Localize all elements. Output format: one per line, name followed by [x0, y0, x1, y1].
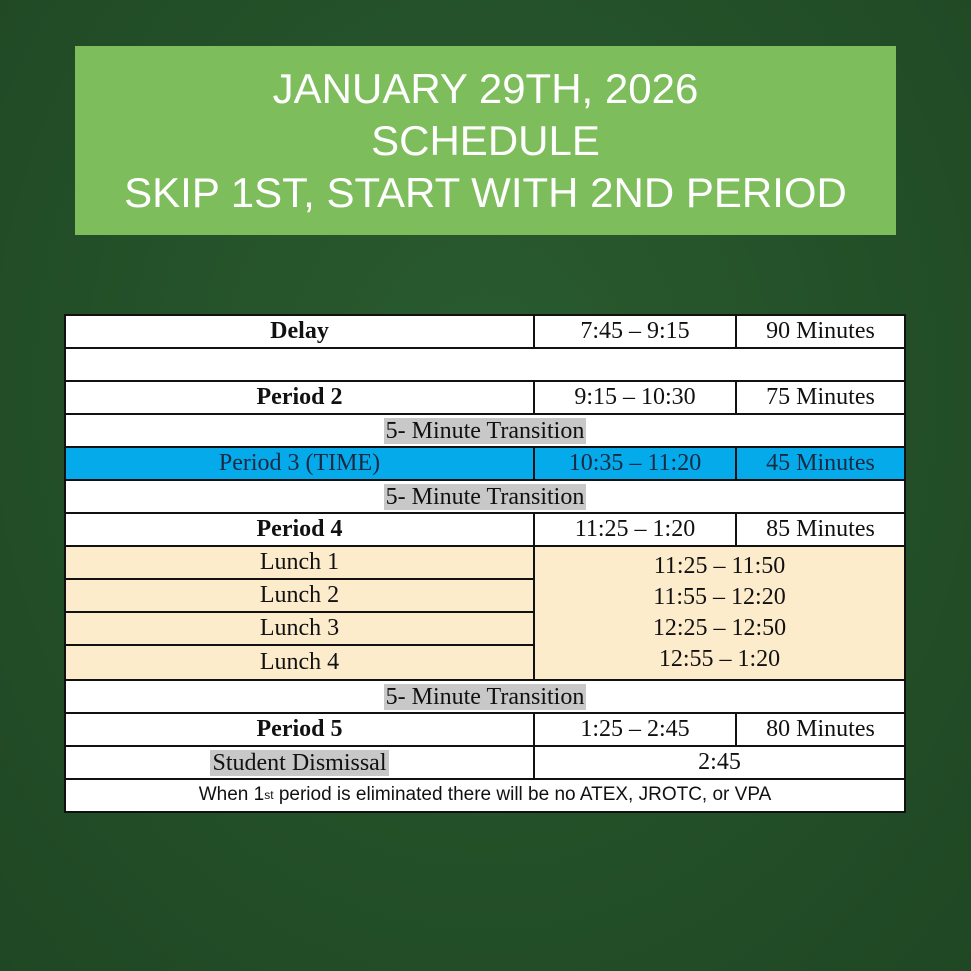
transition-cell	[66, 681, 904, 712]
row-period-4	[66, 514, 904, 547]
footnote-suffix: period is eliminated there will be no ATEX, JROTC, or VPA	[273, 784, 772, 805]
transition-cell	[66, 415, 904, 446]
schedule-table	[64, 314, 906, 813]
period2-label: Period 2	[66, 382, 535, 413]
period2-time: 9:15 – 10:30	[535, 382, 737, 413]
row-delay	[66, 316, 904, 349]
row-note	[66, 780, 904, 811]
transition-label: 5- Minute Transition	[385, 417, 585, 444]
lunch-block	[66, 547, 904, 681]
lunch-4-label: Lunch 4	[259, 649, 340, 675]
row-transition-2	[66, 481, 904, 514]
period5-time: 1:25 – 2:45	[535, 714, 737, 745]
title-banner	[75, 46, 896, 235]
row-blank	[66, 349, 904, 382]
delay-time: 7:45 – 9:15	[535, 316, 737, 347]
blank-cell	[66, 349, 904, 380]
period3-label: Period 3 (TIME)	[66, 448, 535, 479]
dismissal-label: Student Dismissal	[212, 749, 387, 776]
lunch-3-label: Lunch 3	[66, 613, 533, 646]
period4-label: Period 4	[66, 514, 535, 545]
lunch-times	[535, 547, 904, 679]
lunch-labels	[66, 547, 535, 679]
lunch-3-time: 12:25 – 12:50	[652, 615, 787, 641]
lunch-4-time: 12:55 – 1:20	[658, 646, 781, 672]
row-period-5	[66, 714, 904, 747]
period5-label: Period 5	[66, 714, 535, 745]
footnote-prefix: When 1	[198, 784, 265, 805]
title-subtitle: SKIP 1ST, START WITH 2ND PERIOD	[124, 168, 847, 216]
dismissal-cell	[66, 747, 535, 778]
lunch-2-time: 11:55 – 12:20	[653, 584, 786, 610]
period3-duration: 45 Minutes	[766, 450, 875, 476]
transition-cell	[66, 481, 904, 512]
row-dismissal	[66, 747, 904, 780]
lunch-1-time: 11:25 – 11:50	[653, 553, 786, 579]
period3-time: 10:35 – 11:20	[535, 448, 737, 479]
delay-duration: 90 Minutes	[766, 318, 875, 344]
transition-label: 5- Minute Transition	[385, 683, 585, 710]
lunch-2-label: Lunch 2	[66, 580, 533, 613]
lunch-1-label: Lunch 1	[66, 547, 533, 580]
period5-duration: 80 Minutes	[766, 716, 875, 742]
transition-label: 5- Minute Transition	[385, 483, 585, 510]
title-date: JANUARY 29TH, 2026	[272, 64, 699, 112]
row-period-2	[66, 382, 904, 415]
dismissal-time: 2:45	[698, 749, 741, 775]
period2-duration: 75 Minutes	[766, 384, 875, 410]
period4-time: 11:25 – 1:20	[535, 514, 737, 545]
period4-duration: 85 Minutes	[766, 516, 875, 542]
title-schedule: SCHEDULE	[371, 116, 600, 164]
footnote: When 1 st period is eliminated there will be no ATEX, JROTC, or VPA	[198, 784, 772, 805]
row-transition-3	[66, 681, 904, 714]
row-transition-1	[66, 415, 904, 448]
row-period-3	[66, 448, 904, 481]
delay-label: Delay	[66, 316, 535, 347]
